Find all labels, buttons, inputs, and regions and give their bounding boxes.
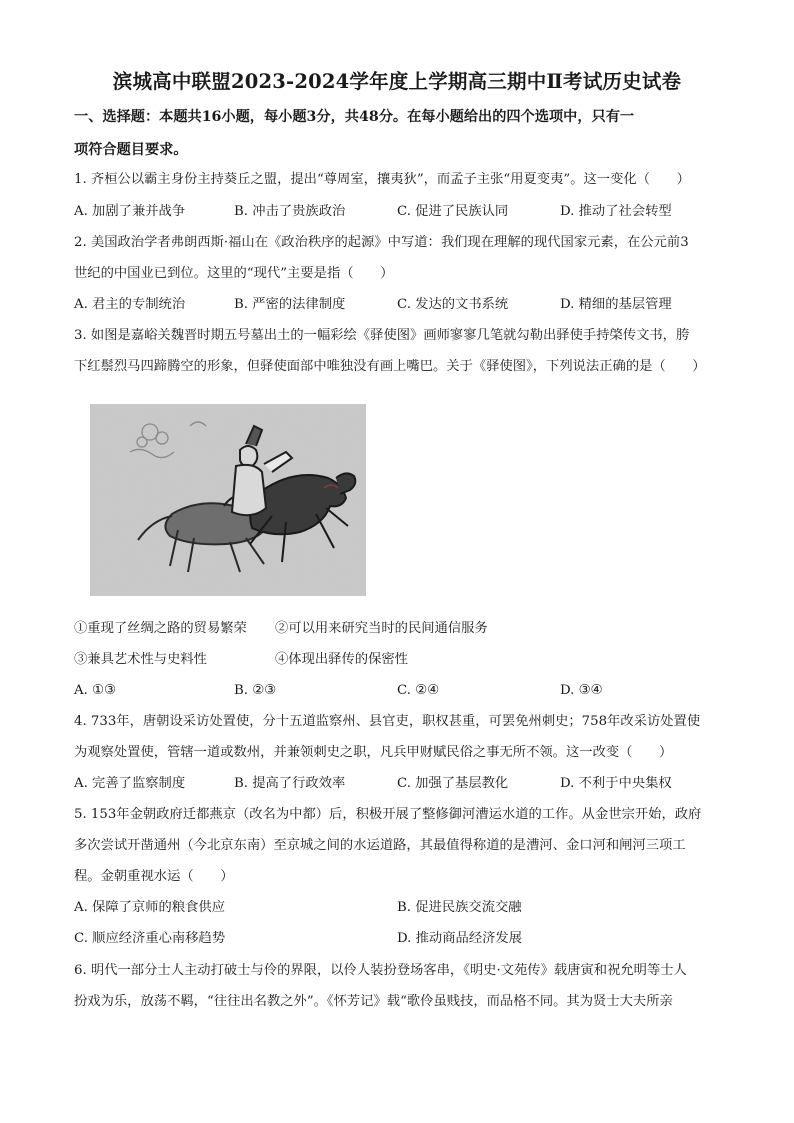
q3-statement-2: ②可以用来研究当时的民间通信服务 [275, 621, 488, 636]
question-5-stem-line-3: 程。金朝重视水运（ ） [74, 869, 234, 884]
question-1-stem: 1. 齐桓公以霸主身份主持葵丘之盟，提出“尊周室，攘夷狄”，而孟子主张“用夏变夷”。这一变化（ ） [74, 172, 690, 187]
page-title: 滨城高中联盟2023-2024学年度上学期高三期中Ⅱ考试历史试卷 [112, 70, 682, 93]
question-3-stem-line-2: 下红鬃烈马四蹄腾空的形象，但驿使面部中唯独没有画上嘴巴。关于《驿使图》，下列说法正确的是（ ） [74, 359, 706, 374]
q3-option-a: A. ①③ [74, 683, 116, 698]
q5-option-c: C. 顺应经济重心南移趋势 [74, 931, 226, 946]
question-2-stem-line-1: 2. 美国政治学者弗朗西斯·福山在《政治秩序的起源》中写道：我们现在理解的现代国家元素，在公元前3 [74, 235, 689, 250]
q1-option-a: A. 加剧了兼并战争 [74, 204, 186, 219]
q3-statement-1: ①重现了丝绸之路的贸易繁荣 [74, 621, 247, 636]
q3-option-d: D. ③④ [560, 683, 603, 698]
q5-option-a: A. 保障了京师的粮食供应 [74, 900, 226, 915]
q4-option-a: A. 完善了监察制度 [74, 776, 186, 791]
q5-option-b: B. 促进民族交流交融 [397, 900, 522, 915]
question-6-stem-line-2: 扮戏为乐，放荡不羁，“往往出名教之外”。《怀芳记》载“歌伶虽贱技，而品格不同。其为贤士大夫所亲 [74, 994, 673, 1009]
courier-painting-image [90, 404, 366, 596]
question-3-stem-line-1: 3. 如图是嘉峪关魏晋时期五号墓出土的一幅彩绘《驿使图》画师寥寥几笔就勾勒出驿使手持棨传文书，胯 [74, 328, 690, 343]
q2-option-d: D. 精细的基层管理 [560, 297, 672, 312]
question-5-stem-line-1: 5. 153年金朝政府迁都燕京（改名为中都）后，积极开展了整修御河漕运水道的工作。从金世宗开始，政府 [74, 807, 702, 822]
q1-option-c: C. 促进了民族认同 [397, 204, 509, 219]
section-heading-line-2: 项符合题目要求。 [74, 142, 188, 158]
q4-option-d: D. 不利于中央集权 [560, 776, 672, 791]
question-4-stem-line-2: 为观察处置使，管辖一道或数州，并兼领刺史之职，凡兵甲财赋民俗之事无所不领。这一改变（ ） [74, 745, 673, 760]
question-4-stem-line-1: 4. 733年，唐朝设采访处置使，分十五道监察州、县官吏，职权甚重，可罢免州刺史；758年改采访处置使 [74, 714, 701, 729]
question-6-stem-line-1: 6. 明代一部分士人主动打破士与伶的界限，以伶人装扮登场客串，《明史·文苑传》载唐寅和祝允明等士人 [74, 963, 687, 978]
question-5-stem-line-2: 多次尝试开凿通州（今北京东南）至京城之间的水运道路，其最值得称道的是漕河、金口河和闸河三项工 [74, 838, 686, 853]
q3-statement-3: ③兼具艺术性与史料性 [74, 652, 207, 667]
question-2-stem-line-2: 世纪的中国业已到位。这里的“现代”主要是指（ ） [74, 266, 394, 281]
q4-option-c: C. 加强了基层教化 [397, 776, 509, 791]
q1-option-b: B. 冲击了贵族政治 [234, 204, 346, 219]
q5-option-d: D. 推动商品经济发展 [397, 931, 523, 946]
q3-option-c: C. ②④ [397, 683, 439, 698]
section-heading-line-1: 一、选择题：本题共16小题，每小题3分，共48分。在每小题给出的四个选项中，只有一 [74, 109, 635, 125]
q2-option-a: A. 君主的专制统治 [74, 297, 186, 312]
q2-option-b: B. 严密的法律制度 [234, 297, 346, 312]
q1-option-d: D. 推动了社会转型 [560, 204, 672, 219]
q3-statement-4: ④体现出驿传的保密性 [275, 652, 408, 667]
q2-option-c: C. 发达的文书系统 [397, 297, 509, 312]
q4-option-b: B. 提高了行政效率 [234, 776, 346, 791]
q3-option-b: B. ②③ [234, 683, 277, 698]
